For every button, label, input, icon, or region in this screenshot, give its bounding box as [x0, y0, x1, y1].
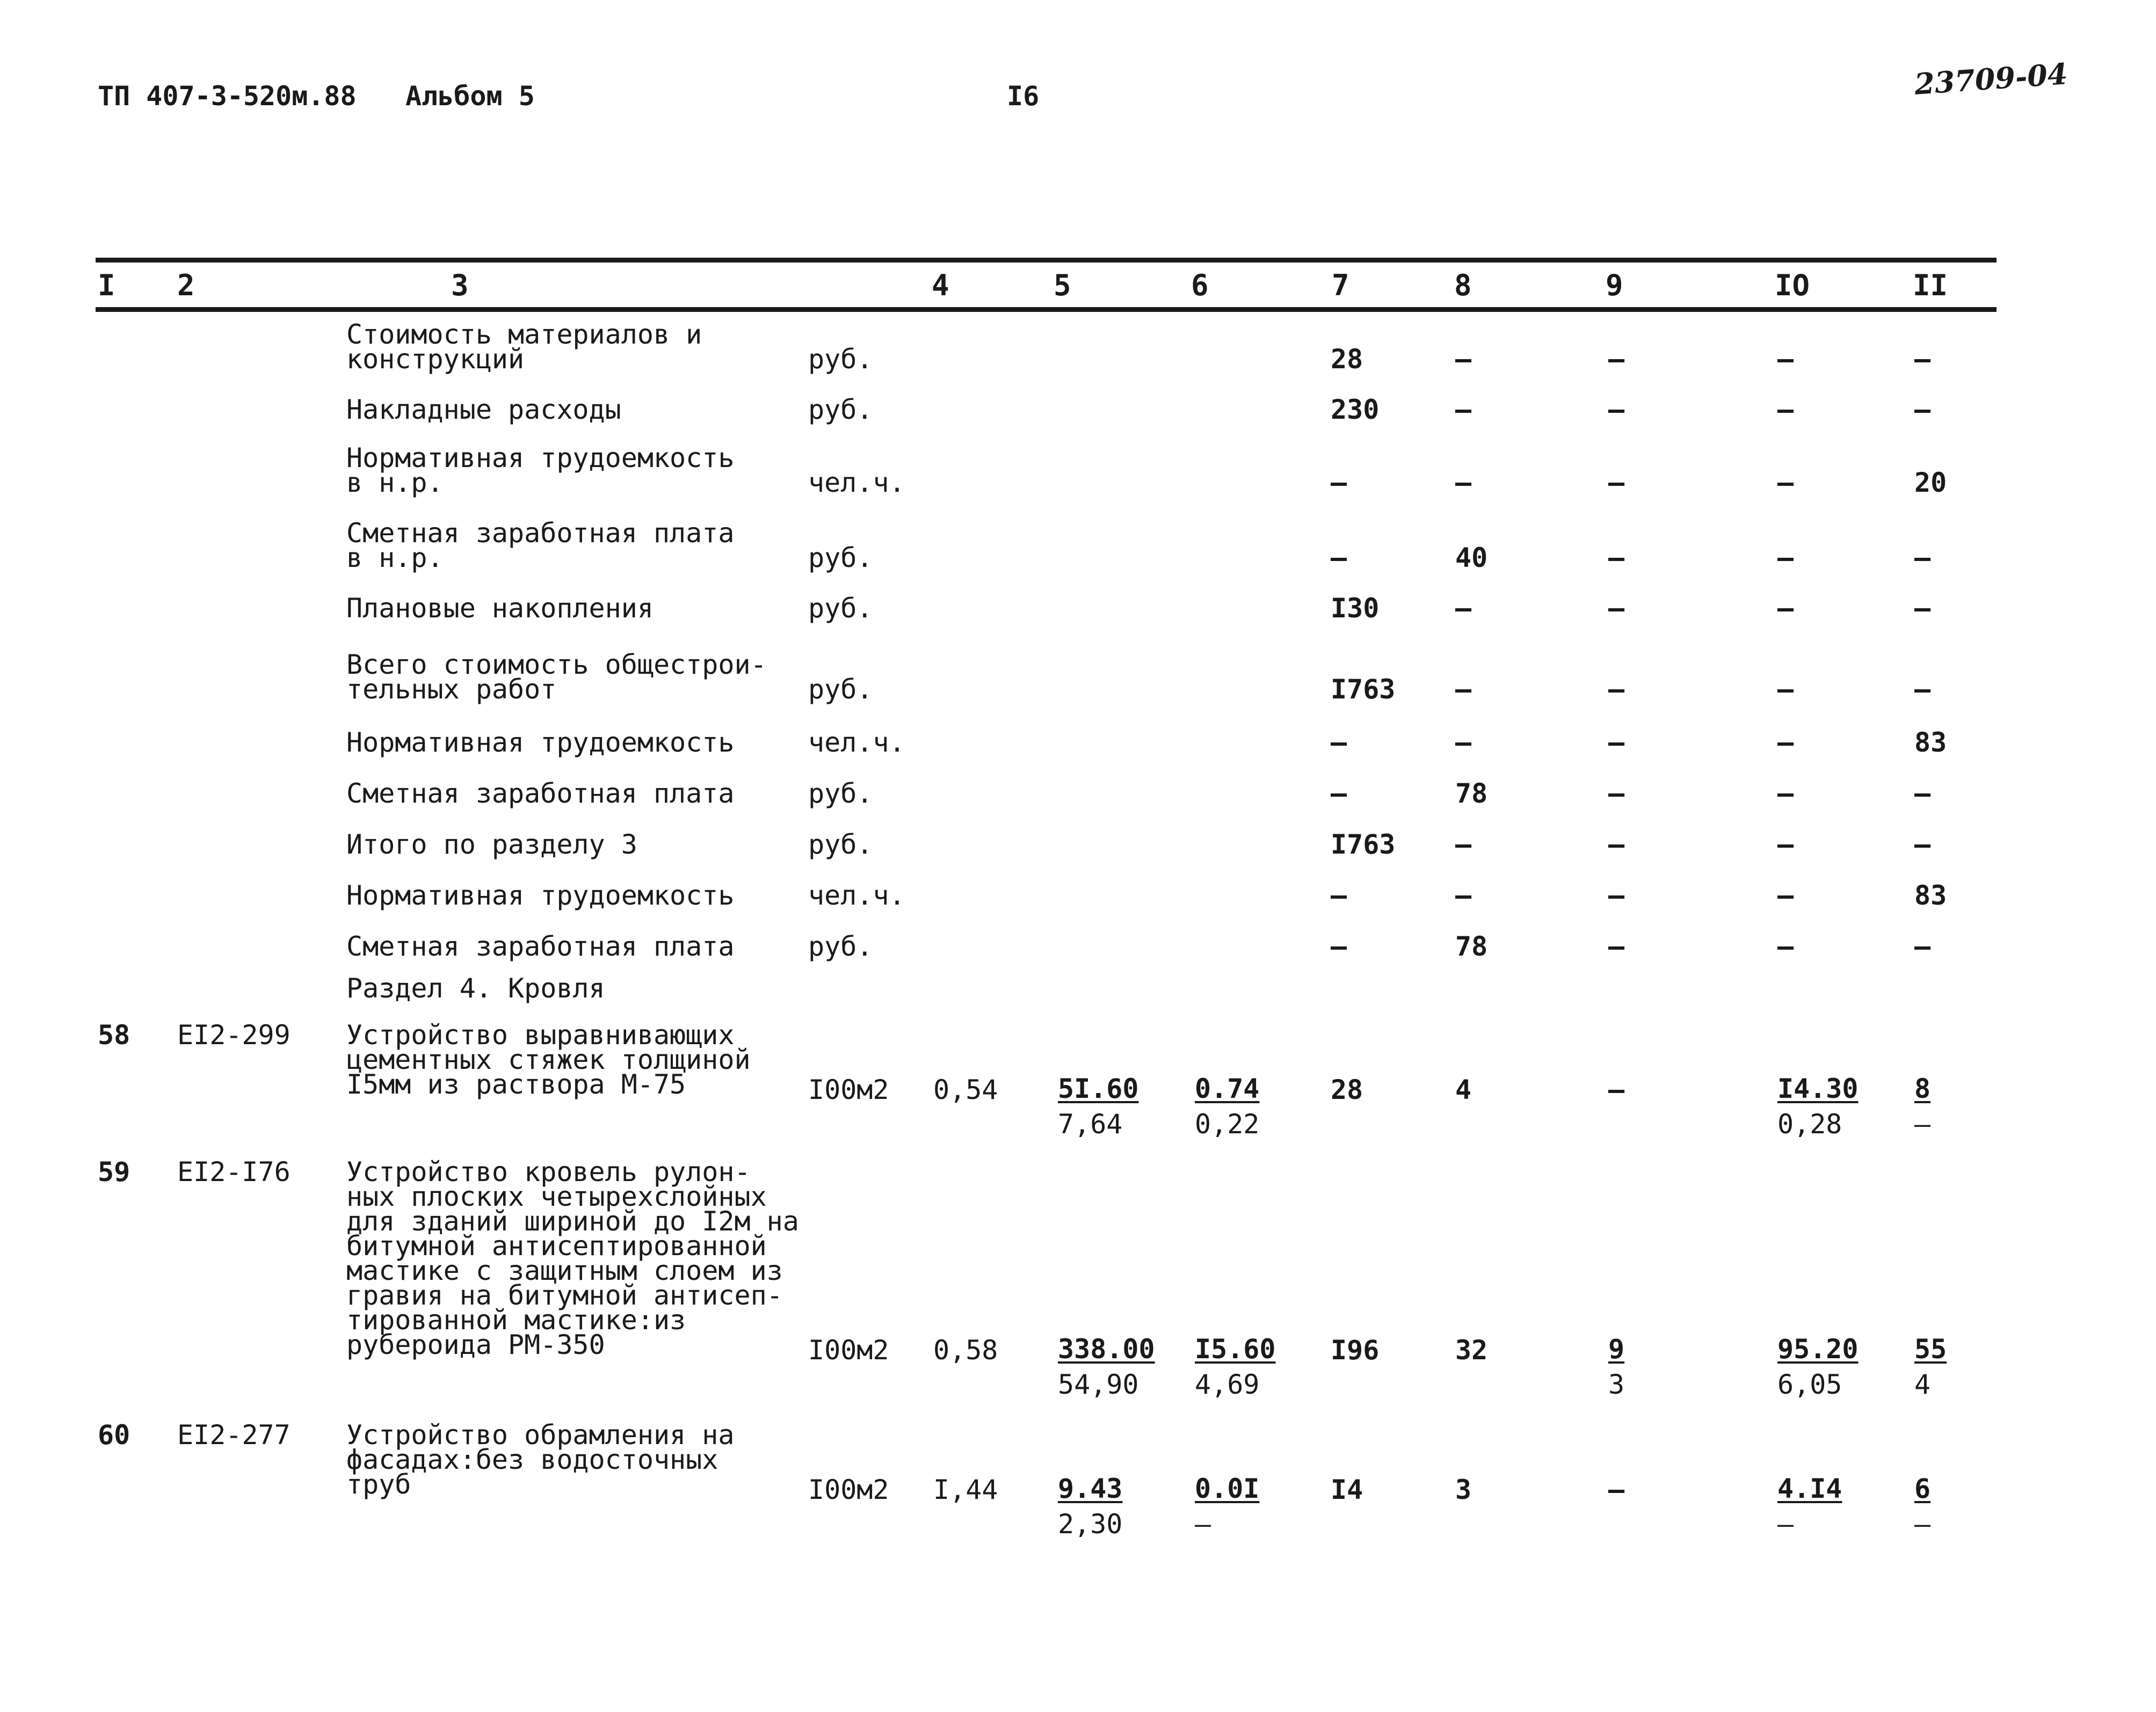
- cell-c11: –: [1914, 394, 1931, 425]
- cell-c10: [1777, 1071, 1859, 1142]
- item-name: [346, 1156, 799, 1360]
- col-header-10: IO: [1775, 268, 1810, 302]
- cell-c9: –: [1608, 931, 1625, 962]
- item-unit: I00м2: [808, 1074, 889, 1105]
- cell-c11: [1914, 1071, 1930, 1142]
- cell-c9: –: [1608, 1074, 1625, 1105]
- cell-c8: 78: [1455, 931, 1488, 962]
- item-quantity: 0,58: [933, 1335, 998, 1366]
- cell-c10: –: [1777, 880, 1794, 911]
- cell-c8: 4: [1455, 1074, 1472, 1105]
- row-name-line: конструкций: [346, 344, 525, 375]
- cell-c10: –: [1777, 542, 1794, 573]
- cell-unit: руб.: [808, 829, 873, 860]
- cell-c10: –: [1777, 931, 1794, 962]
- cell-c7: –: [1331, 467, 1347, 498]
- table-header-rule: [96, 307, 1997, 312]
- row-name-line: Сметная заработная плата: [346, 518, 735, 549]
- cell-c10: –: [1777, 674, 1794, 705]
- item-quantity: 0,54: [933, 1074, 998, 1105]
- cell-c11: –: [1914, 931, 1931, 962]
- cell-c7: 28: [1331, 1074, 1363, 1105]
- cell-c10: –: [1777, 394, 1794, 425]
- cell-c10-top: 95.20: [1777, 1334, 1859, 1365]
- cell-unit: руб.: [808, 344, 873, 375]
- row-name: [346, 778, 735, 809]
- item-name-line: труб: [346, 1469, 411, 1500]
- album-label: Альбом 5: [405, 81, 535, 112]
- cell-unit: руб.: [808, 394, 873, 425]
- col-header-4: 4: [932, 268, 949, 302]
- col-header-7: 7: [1332, 268, 1349, 302]
- cell-c8: –: [1455, 593, 1472, 624]
- cell-c10-top: I4.30: [1777, 1073, 1859, 1104]
- row-name-line: Сметная заработная плата: [346, 778, 735, 809]
- cell-c9: –: [1608, 542, 1625, 573]
- item-name-line: мастике с защитным слоем из: [346, 1255, 783, 1286]
- cell-c9: [1608, 1331, 1624, 1402]
- cell-c7: I763: [1331, 674, 1396, 705]
- cell-c11: [1914, 1471, 1930, 1542]
- cell-unit: чел.ч.: [808, 880, 905, 911]
- row-name: [346, 518, 735, 573]
- cell-c7: –: [1331, 880, 1347, 911]
- item-unit: I00м2: [808, 1335, 889, 1366]
- cell-c9: –: [1608, 467, 1625, 498]
- row-name-line: Всего стоимость общестрои-: [346, 649, 767, 680]
- document-code: ТП 407-3-520м.88: [98, 81, 357, 112]
- item-quantity: I,44: [933, 1474, 998, 1505]
- cell-c9: –: [1608, 727, 1625, 758]
- cell-c9: –: [1608, 394, 1625, 425]
- cell-c6-top: 0.74: [1195, 1073, 1260, 1104]
- item-name-line: гравия на битумной антисеп-: [346, 1280, 783, 1311]
- cell-c11-top: 8: [1914, 1073, 1931, 1104]
- row-name-line: тельных работ: [346, 674, 557, 705]
- item-name: [346, 1419, 735, 1500]
- cell-c11-top: 55: [1914, 1334, 1947, 1365]
- item-code: EI2-277: [177, 1419, 291, 1451]
- row-name: [346, 727, 735, 758]
- item-name-line: рубероида РМ-350: [346, 1329, 605, 1360]
- cell-c6-top: 0.0I: [1195, 1473, 1260, 1504]
- row-name-line: Нормативная трудоемкость: [346, 442, 735, 473]
- item-name-line: I5мм из раствора М-75: [346, 1069, 686, 1100]
- cell-c10-bottom: –: [1777, 1509, 1794, 1540]
- cell-c7: I763: [1331, 829, 1396, 860]
- cell-c6: [1195, 1471, 1259, 1542]
- cell-c11: –: [1914, 344, 1931, 375]
- cell-c11-bottom: –: [1914, 1509, 1931, 1540]
- row-name-line: в н.р.: [346, 467, 444, 498]
- cell-c7: I96: [1331, 1335, 1380, 1366]
- row-name: [346, 829, 637, 860]
- col-header-6: 6: [1191, 268, 1209, 302]
- item-name-line: Устройство выравнивающих: [346, 1019, 735, 1051]
- cell-c7: –: [1331, 931, 1347, 962]
- cell-c5: [1058, 1071, 1139, 1142]
- row-name-line: в н.р.: [346, 542, 444, 573]
- row-name: [346, 319, 702, 375]
- cell-c10: –: [1777, 344, 1794, 375]
- cell-c11: –: [1914, 542, 1931, 573]
- col-header-9: 9: [1606, 268, 1623, 302]
- cell-c7: –: [1331, 727, 1347, 758]
- cell-c10-bottom: 6,05: [1777, 1369, 1842, 1400]
- cell-c5-top: 9.43: [1058, 1473, 1123, 1504]
- cell-c9: –: [1608, 674, 1625, 705]
- cell-c11-bottom: –: [1914, 1109, 1931, 1140]
- cell-unit: руб.: [808, 593, 873, 624]
- cell-c8: 78: [1455, 778, 1488, 809]
- cell-c11: –: [1914, 593, 1931, 624]
- row-name-line: Нормативная трудоемкость: [346, 727, 735, 758]
- item-unit: I00м2: [808, 1474, 889, 1505]
- section-title: Раздел 4. Кровля: [346, 973, 605, 1004]
- row-name-line: Итого по разделу 3: [346, 829, 637, 860]
- cell-c11: –: [1914, 829, 1931, 860]
- cell-c7: 230: [1331, 394, 1380, 425]
- cell-c8: 40: [1455, 542, 1488, 573]
- item-number: 59: [98, 1156, 130, 1188]
- cell-c6: [1195, 1071, 1259, 1142]
- row-name: [346, 394, 621, 425]
- cell-c9: –: [1608, 593, 1625, 624]
- cell-c6-bottom: 4,69: [1195, 1369, 1260, 1400]
- cell-c9-top: 9: [1608, 1334, 1625, 1365]
- cell-c11: –: [1914, 674, 1931, 705]
- cell-c10: [1777, 1331, 1859, 1402]
- item-number: 58: [98, 1019, 130, 1051]
- cell-c7: I4: [1331, 1474, 1363, 1505]
- row-name: [346, 931, 735, 962]
- row-name: [346, 442, 735, 498]
- cell-c7: I30: [1331, 593, 1380, 624]
- col-header-3: 3: [451, 268, 469, 302]
- cell-c10: –: [1777, 778, 1794, 809]
- item-code: EI2-299: [177, 1019, 291, 1051]
- cell-c7: –: [1331, 542, 1347, 573]
- cell-c8: –: [1455, 727, 1472, 758]
- item-code: EI2-I76: [177, 1156, 291, 1188]
- cell-c9: –: [1608, 344, 1625, 375]
- row-name-line: Плановые накопления: [346, 593, 654, 624]
- item-name-line: для зданий шириной до I2м на: [346, 1206, 799, 1237]
- cell-c10: –: [1777, 727, 1794, 758]
- cell-c9: –: [1608, 1474, 1625, 1505]
- cell-c7: 28: [1331, 344, 1363, 375]
- cell-c5: [1058, 1331, 1155, 1402]
- item-number: 60: [98, 1419, 130, 1451]
- cell-c8: –: [1455, 394, 1472, 425]
- item-name: [346, 1019, 751, 1100]
- col-header-8: 8: [1454, 268, 1472, 302]
- cell-c7: –: [1331, 778, 1347, 809]
- row-name-line: Стоимость материалов и: [346, 319, 702, 350]
- cell-c6-bottom: 0,22: [1195, 1109, 1260, 1140]
- cell-unit: руб.: [808, 542, 873, 573]
- cell-c10: [1777, 1471, 1842, 1542]
- row-name: [346, 880, 735, 911]
- cell-unit: чел.ч.: [808, 467, 905, 498]
- item-name-line: битумной антисептированной: [346, 1230, 767, 1262]
- cell-c9-bottom: 3: [1608, 1369, 1625, 1400]
- cell-c6-top: I5.60: [1195, 1334, 1276, 1365]
- item-name-line: Устройство обрамления на: [346, 1419, 735, 1451]
- cell-c6: [1195, 1331, 1276, 1402]
- item-name-line: ных плоских четырехслойных: [346, 1181, 767, 1212]
- cell-c9: –: [1608, 829, 1625, 860]
- cell-unit: руб.: [808, 778, 873, 809]
- row-name-line: Сметная заработная плата: [346, 931, 735, 962]
- item-name-line: тированной мастике:из: [346, 1305, 686, 1336]
- cell-unit: чел.ч.: [808, 727, 905, 758]
- cell-c11: [1914, 1331, 1947, 1402]
- cell-c8: 3: [1455, 1474, 1472, 1505]
- cell-c11: –: [1914, 778, 1931, 809]
- cell-c5-top: 5I.60: [1058, 1073, 1139, 1104]
- col-header-2: 2: [177, 268, 195, 302]
- cell-c8: –: [1455, 467, 1472, 498]
- page-number: I6: [1007, 81, 1040, 112]
- cell-c8: –: [1455, 880, 1472, 911]
- row-name-line: Накладные расходы: [346, 394, 621, 425]
- cell-c10: –: [1777, 829, 1794, 860]
- cell-c6-bottom: –: [1195, 1509, 1211, 1540]
- item-name-line: цементных стяжек толщиной: [346, 1044, 751, 1075]
- cell-c11-bottom: 4: [1914, 1369, 1931, 1400]
- cell-c5-top: 338.00: [1058, 1334, 1155, 1365]
- cell-c5-bottom: 7,64: [1058, 1109, 1123, 1140]
- cell-c8: –: [1455, 829, 1472, 860]
- cell-c10: –: [1777, 593, 1794, 624]
- cell-c8: 32: [1455, 1335, 1488, 1366]
- cell-c5: [1058, 1471, 1122, 1542]
- cell-c11: 83: [1914, 880, 1947, 911]
- row-name: [346, 593, 654, 624]
- row-name: [346, 649, 767, 705]
- cell-c8: –: [1455, 344, 1472, 375]
- cell-c5-bottom: 54,90: [1058, 1369, 1139, 1400]
- cell-unit: руб.: [808, 931, 873, 962]
- cell-c10-top: 4.I4: [1777, 1473, 1842, 1504]
- col-header-1: I: [98, 268, 115, 302]
- cell-c11-top: 6: [1914, 1473, 1931, 1504]
- cell-c11: 20: [1914, 467, 1947, 498]
- cell-unit: руб.: [808, 674, 873, 705]
- cell-c10: –: [1777, 467, 1794, 498]
- col-header-5: 5: [1054, 268, 1071, 302]
- cell-c9: –: [1608, 778, 1625, 809]
- table-top-rule: [96, 258, 1997, 263]
- item-name-line: фасадах:без водосточных: [346, 1444, 718, 1475]
- item-name-line: Устройство кровель рулон-: [346, 1156, 751, 1188]
- cell-c11: 83: [1914, 727, 1947, 758]
- row-name-line: Нормативная трудоемкость: [346, 880, 735, 911]
- cell-c5-bottom: 2,30: [1058, 1509, 1123, 1540]
- cell-c9: –: [1608, 880, 1625, 911]
- col-header-11: II: [1913, 268, 1948, 302]
- archive-stamp: 23709-04: [1913, 56, 2069, 101]
- cell-c10-bottom: 0,28: [1777, 1109, 1842, 1140]
- cell-c8: –: [1455, 674, 1472, 705]
